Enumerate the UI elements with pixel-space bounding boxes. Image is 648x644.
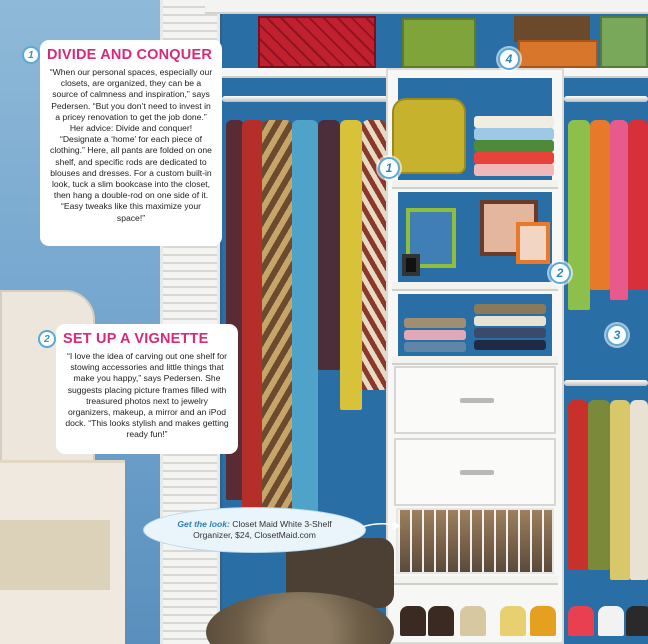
lower-right-rod [564, 380, 648, 386]
brown-storage-box [514, 16, 590, 42]
left-hanging-rod [222, 96, 388, 102]
shoe [428, 606, 454, 636]
top-orange [590, 120, 610, 290]
photo-marker-2: 2 [549, 262, 571, 284]
photo-marker-1: 1 [378, 157, 400, 179]
get-the-look-text [160, 519, 349, 541]
dress-red [242, 120, 264, 510]
photo-marker-3: 3 [606, 324, 628, 346]
folded-pants [474, 340, 546, 350]
skirt-olive [588, 400, 610, 570]
skirt-cream [630, 400, 648, 580]
folded-sweater [474, 164, 554, 176]
green-storage-box [402, 18, 476, 68]
folded-pants [404, 330, 466, 340]
organizer-drawer-top [394, 366, 556, 434]
folded-sweater [474, 152, 554, 164]
callout-body: “I love the idea of carving out one shelf for stowing accessories and little things that make you happy,” says Pedersen. She suggests placing picture frames filled with treasured photos next to jewelry organizers, makeup, a mirror and an iPod dock. “This looks stylish and makes getting ready fun!” [65, 351, 229, 440]
folded-pants [404, 342, 466, 352]
callout-body: “When our personal spaces, especially our closets, are organized, they can be a source of calmness and inspiration,” says Pedersen. “But you don’t need to invest in a pricey renovation to get the job done.” Her advice: Divide and conquer! “Designate a ‘home’ for each piece of clothing.” Here, all pants are folded on one shelf, and specific rods are dedicated to blouses and dresses. For a custom built-in look, tuck a slim bookcase into the closet, then hang a double-rod on one side of it. “Easy tweaks like this maximize your space!” [49, 67, 213, 223]
get-the-look-bubble [143, 507, 366, 553]
wire-basket [396, 508, 554, 574]
callout-heading [28, 46, 214, 64]
callout-heading [44, 330, 230, 348]
skirt-red [568, 400, 588, 570]
shoe [460, 606, 486, 636]
ipod-dock [402, 254, 420, 276]
organizer-shelf [392, 180, 558, 189]
folded-pants [474, 328, 546, 338]
shoe [500, 606, 526, 636]
callout-title: DIVIDE AND CONQUER [47, 46, 212, 63]
top-pink [610, 120, 628, 300]
top-lime [568, 120, 590, 310]
folded-sweater [474, 128, 554, 140]
top-yellow [340, 120, 362, 410]
bed-throw [0, 520, 110, 590]
folded-pants [404, 318, 466, 328]
organizer-shelf [392, 356, 558, 365]
folded-pants [474, 304, 546, 314]
blouse-plum [318, 120, 340, 370]
yellow-handbag [392, 98, 466, 174]
number-badge: 1 [22, 46, 40, 64]
drawer-handle [460, 470, 494, 475]
number-badge: 2 [38, 330, 56, 348]
upper-right-rod [564, 96, 648, 102]
callout-title: SET UP A VIGNETTE [63, 330, 209, 347]
shoe [626, 606, 648, 636]
photo-marker-4: 4 [498, 48, 520, 70]
photo-frame-orange [516, 222, 550, 264]
shoe [400, 606, 426, 636]
shoe [530, 606, 556, 636]
dress-animal-print [262, 120, 292, 520]
orange-storage-box [518, 40, 598, 68]
shoe [598, 606, 624, 636]
dress-turquoise [292, 120, 318, 520]
get-the-look-product: Closet Maid White 3-Shelf Organizer, $24, ClosetMaid.com [193, 519, 332, 540]
patterned-storage-box [600, 16, 648, 68]
folded-sweater [474, 140, 554, 152]
top-red [628, 120, 648, 290]
get-the-look-lead: Get the look: [177, 519, 230, 529]
folded-pants [474, 316, 546, 326]
red-gift-bag [258, 16, 376, 68]
drawer-handle [460, 398, 494, 403]
organizer-shelf [392, 282, 558, 291]
callout-divide-and-conquer [28, 40, 222, 246]
shoe [568, 606, 594, 636]
callout-set-up-a-vignette [44, 324, 238, 454]
skirt-yellow [610, 400, 630, 580]
pointer-arrow-icon [360, 518, 402, 532]
organizer-shelf [392, 576, 558, 585]
closet-top-frame [205, 0, 648, 14]
folded-sweater [474, 116, 554, 128]
organizer-drawer-bottom [394, 438, 556, 506]
